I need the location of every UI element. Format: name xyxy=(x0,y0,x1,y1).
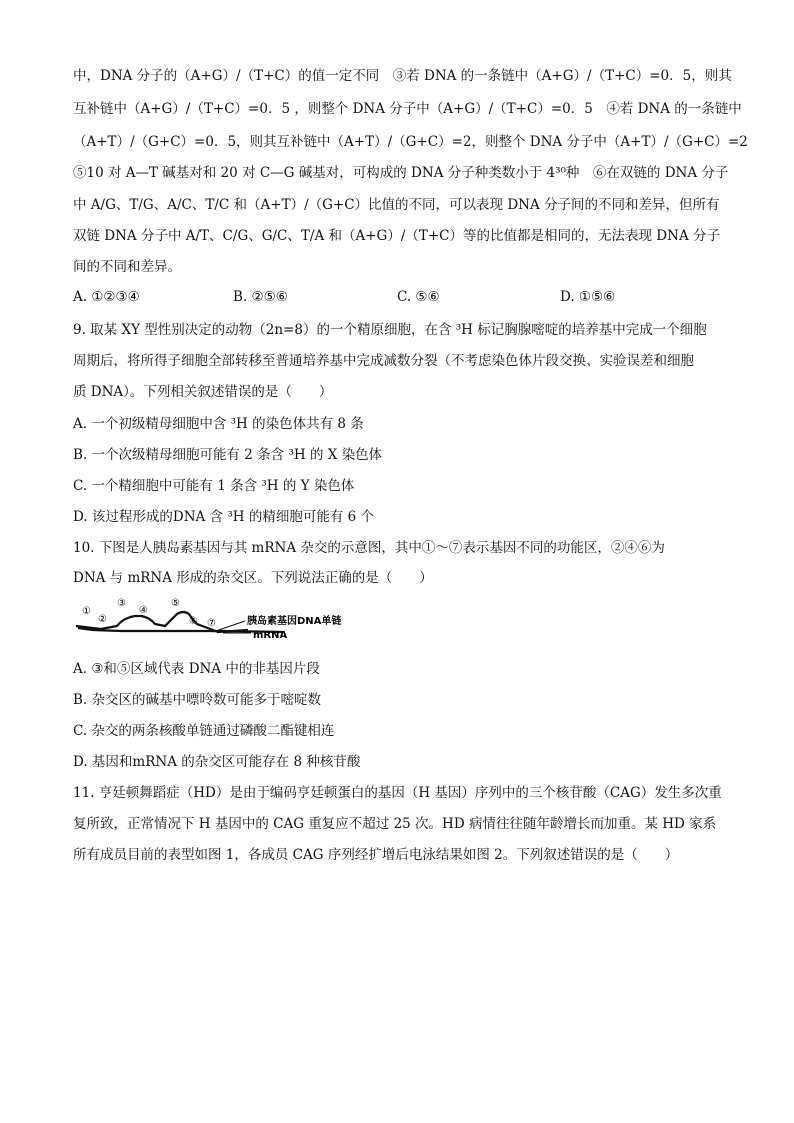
q9-stem-line: 周期后，将所得子细胞全部转移至普通培养基中完成减数分裂（不考虑染色体片段交换、实验误差和细胞 xyxy=(73,353,694,369)
q8-option-c[interactable]: C. ⑤⑥ xyxy=(397,289,440,305)
region-label-2: ② xyxy=(98,614,107,625)
region-label-6: ⑥ xyxy=(189,616,198,627)
q11-stem-line: 复所致，正常情况下 H 基因中的 CAG 重复应不超过 25 次。HD 病情往往随年龄增长而加重。某 HD 家系 xyxy=(73,816,717,832)
q9-stem-line: 9. 取某 XY 型性别决定的动物（2n=8）的一个精原细胞，在含 ³H 标记胸腺嘧啶的培养基中完成一个细胞 xyxy=(73,322,707,338)
dna-strand-label: 胰岛素基因DNA单链 xyxy=(247,616,342,627)
region-label-3: ③ xyxy=(117,598,126,609)
q8-text-line: 双链 DNA 分子中 A/T、C/G、G/C、T/A 和（A+G）/（T+C）等的比值都是相同的，无法表现 DNA 分子 xyxy=(73,228,720,244)
q8-text-line: 互补链中（A+G）/（T+C）=0．5 ，则整个 DNA 分子中（A+G）/（T+C）=0．5 ④若 DNA 的一条链中 xyxy=(73,101,742,117)
q10-option-c[interactable]: C. 杂交的两条核酸单链通过磷酸二酯键相连 xyxy=(73,723,335,739)
q11-stem-line: 所有成员目前的表型如图 1，各成员 CAG 序列经扩增后电泳结果如图 2。下列叙述错误的是（ ） xyxy=(73,847,679,863)
q11-stem-line: 11. 亨廷顿舞蹈症（HD）是由于编码亨廷顿蛋白的基因（H 基因）序列中的三个核苷酸（CAG）发生多次重 xyxy=(73,785,722,801)
region-label-4: ④ xyxy=(139,605,148,616)
region-label-7: ⑦ xyxy=(207,618,216,629)
q10-option-a[interactable]: A. ③和⑤区域代表 DNA 中的非基因片段 xyxy=(73,661,320,677)
q8-text-line: 间的不同和差异。 xyxy=(73,259,181,275)
q9-option-c[interactable]: C. 一个精细胞中可能有 1 条含 ³H 的 Y 染色体 xyxy=(73,478,355,494)
q9-stem-line: 质 DNA）。下列相关叙述错误的是（ ） xyxy=(73,384,333,400)
q10-stem-line: 10. 下图是人胰岛素基因与其 mRNA 杂交的示意图，其中①～⑦表示基因不同的功能区，②④⑥为 xyxy=(73,540,665,556)
region-label-5: ⑤ xyxy=(171,598,180,609)
q9-option-d[interactable]: D. 该过程形成的DNA 含 ³H 的精细胞可能有 6 个 xyxy=(73,509,375,525)
q10-option-d[interactable]: D. 基因和mRNA 的杂交区可能存在 8 种核苷酸 xyxy=(73,754,361,770)
region-label-1: ① xyxy=(82,606,91,617)
q9-option-b[interactable]: B. 一个次级精母细胞可能有 2 条含 ³H 的 X 染色体 xyxy=(73,447,383,463)
q8-text-line: （A+T）/（G+C）=0．5，则其互补链中（A+T）/（G+C）=2，则整个 DNA 分子中（A+T）/（G+C）=2 xyxy=(73,134,748,150)
q8-option-d[interactable]: D. ①⑤⑥ xyxy=(560,289,616,305)
q8-text-line: ⑤10 对 A—T 碱基对和 20 对 C—G 碱基对，可构成的 DNA 分子种类数小于 4³⁰种 ⑥在双链的 DNA 分子 xyxy=(73,165,729,181)
q9-option-a[interactable]: A. 一个初级精母细胞中含 ³H 的染色体共有 8 条 xyxy=(73,416,364,432)
hybridization-diagram xyxy=(73,596,383,646)
q8-option-a[interactable]: A. ①②③④ xyxy=(73,289,140,305)
q8-text-line: 中 A/G、T/G、A/C、T/C 和（A+T）/（G+C）比值的不同，可以表现 DNA 分子间的不同和差异，但所有 xyxy=(73,197,720,213)
q10-stem-line: DNA 与 mRNA 形成的杂交区。下列说法正确的是（ ） xyxy=(73,570,433,586)
q10-option-b[interactable]: B. 杂交区的碱基中嘌呤数可能多于嘧啶数 xyxy=(73,692,322,708)
q8-text-line: 中，DNA 分子的（A+G）/（T+C）的值一定不同 ③若 DNA 的一条链中（A+G）/（T+C）=0．5，则其 xyxy=(73,68,732,84)
q8-option-b[interactable]: B. ②⑤⑥ xyxy=(233,289,288,305)
mrna-label: mRNA xyxy=(253,630,288,641)
